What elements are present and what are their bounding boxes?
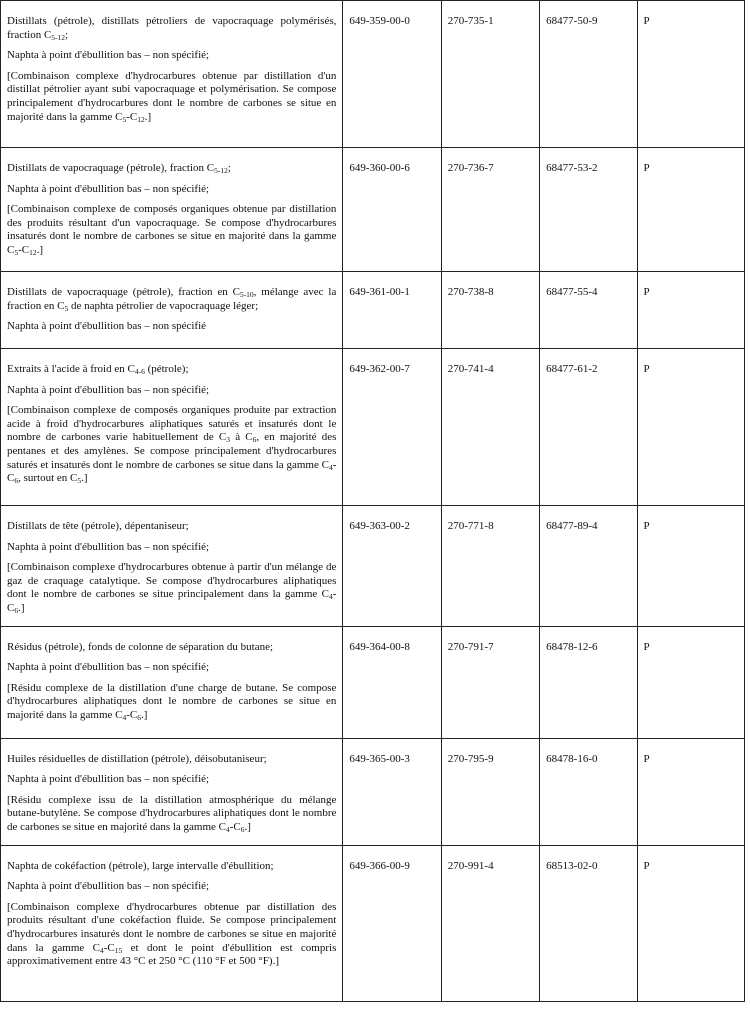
ec-number: 270-791-7 xyxy=(441,626,539,738)
substance-name: Distillats de tête (pétrole), dépentaniseur; xyxy=(7,520,189,532)
table-row xyxy=(1,506,745,627)
ec-number: 270-738-8 xyxy=(441,272,539,349)
substance-name: Extraits à l'acide à froid en $C_{4-6}$ (pétrole); xyxy=(7,363,189,376)
substance-alias: Naphta à point d'ébullition bas – non spécifié; xyxy=(7,880,210,893)
cas-number: 68477-61-2 xyxy=(540,349,637,506)
substance-description-cell xyxy=(1,148,343,272)
note-code: P xyxy=(637,148,744,272)
substance-description-cell xyxy=(1,626,343,738)
substance-alias: Naphta à point d'ébullition bas – non spécifié; xyxy=(7,540,210,553)
ec-number: 270-771-8 xyxy=(441,506,539,627)
table-row xyxy=(1,349,745,506)
table-row xyxy=(1,272,745,349)
index-number: 649-366-00-9 xyxy=(343,845,441,1001)
substance-definition: [Combinaison complexe de composés organiques obtenue par distillation des produits résultant d'un vapocraquage. Se compose d'hydrocarbures insaturés dont le nombre de carbones se situe en majorité dans la gamme $C_5-C_{12}$.] xyxy=(7,203,337,257)
index-number: 649-365-00-3 xyxy=(343,738,441,845)
table-row xyxy=(1,845,745,1001)
note-code: P xyxy=(637,1,744,148)
substance-alias: Naphta à point d'ébullition bas – non spécifié; xyxy=(7,661,210,674)
substance-definition: [Résidu complexe issu de la distillation atmosphérique du mélange butane-butylène. Se compose d'hydrocarbures aliphatiques dont le nombre de carbones se situe en majorité dans la gamme $C_4-C_6$.] xyxy=(7,793,337,834)
substance-definition: [Combinaison complexe d'hydrocarbures obtenue par distillation des produits résultant d'une cokéfaction fluide. Se compose principalement d'hydrocarbures insaturés dont le nombre de carbones se situe en majorité dans la gamme $C_4-C_{15}$ et dont le point d'ébullition est compris approximativement entre 43 °C et 250 °C (110 °F et 500 °F).] xyxy=(7,900,337,968)
cas-number: 68477-53-2 xyxy=(540,148,637,272)
ec-number: 270-741-4 xyxy=(441,349,539,506)
substance-definition: [Combinaison complexe d'hydrocarbures obtenue à partir d'un mélange de gaz de craquage catalytique. Se compose d'hydrocarbures aliphatiques dont le nombre de carbones se situe principalement dans la gamme $C_4-C_6$.] xyxy=(7,561,337,615)
note-code: P xyxy=(637,272,744,349)
cas-number: 68478-12-6 xyxy=(540,626,637,738)
substance-description-cell xyxy=(1,349,343,506)
substance-alias: Naphta à point d'ébullition bas – non spécifié; xyxy=(7,383,210,396)
cas-number: 68477-89-4 xyxy=(540,506,637,627)
index-number: 649-363-00-2 xyxy=(343,506,441,627)
index-number: 649-361-00-1 xyxy=(343,272,441,349)
index-number: 649-362-00-7 xyxy=(343,349,441,506)
table-row xyxy=(1,626,745,738)
substance-name: Distillats (pétrole), distillats pétroliers de vapocraquage polymérisés, fraction $C_{5-12}$; xyxy=(7,15,337,42)
substance-name: Distillats de vapocraquage (pétrole), fraction $C_{5-12}$; xyxy=(7,162,231,175)
substance-description-cell xyxy=(1,1,343,148)
substance-name: Huiles résiduelles de distillation (pétrole), déisobutaniseur; xyxy=(7,752,267,765)
note-code: P xyxy=(637,738,744,845)
substance-name: Résidus (pétrole), fonds de colonne de séparation du butane; xyxy=(7,640,274,653)
substance-description-cell xyxy=(1,845,343,1001)
index-number: 649-360-00-6 xyxy=(343,148,441,272)
index-number: 649-364-00-8 xyxy=(343,626,441,738)
ec-number: 270-795-9 xyxy=(441,738,539,845)
table-row xyxy=(1,1,745,148)
cas-number: 68477-55-4 xyxy=(540,272,637,349)
substance-description-cell xyxy=(1,506,343,627)
substance-alias: Naphta à point d'ébullition bas – non spécifié; xyxy=(7,773,210,786)
ec-number: 270-735-1 xyxy=(441,1,539,148)
substance-name: Naphta de cokéfaction (pétrole), large intervalle d'ébullition; xyxy=(7,859,274,872)
table-row xyxy=(1,148,745,272)
note-code: P xyxy=(637,506,744,627)
substance-alias: Naphta à point d'ébullition bas – non spécifié xyxy=(7,320,207,333)
table-row xyxy=(1,738,745,845)
ec-number: 270-991-4 xyxy=(441,845,539,1001)
substance-name: Distillats de vapocraquage (pétrole), fraction en $C_{5-10}$, mélange avec la fraction en $C_5$ de naphta pétrolier de vapocraquage léger; xyxy=(7,286,337,313)
substance-description-cell xyxy=(1,272,343,349)
substance-alias: Naphta à point d'ébullition bas – non spécifié; xyxy=(7,182,210,195)
substance-description-cell xyxy=(1,738,343,845)
note-code: P xyxy=(637,349,744,506)
note-code: P xyxy=(637,626,744,738)
substance-definition: [Résidu complexe de la distillation d'une charge de butane. Se compose d'hydrocarbures aliphatiques dont le nombre de carbones se situe en majorité dans la gamme $C_4-C_6$.] xyxy=(7,681,337,722)
cas-number: 68477-50-9 xyxy=(540,1,637,148)
substance-definition: [Combinaison complexe de composés organiques produite par extraction acide à froid d'hydrocarbures aliphatiques saturés et insaturés dont le nombre de carbones varie habituellement de $C_3$ à $C_6$, en majorité des pentanes et des amylènes. Se compose principalement d'hydrocarbures saturés et insaturés dont le nombre de carbones se situe dans la gamme $C_4-C_6$, surtout en $C_5$.] xyxy=(7,404,337,486)
ec-number: 270-736-7 xyxy=(441,148,539,272)
note-code: P xyxy=(637,845,744,1001)
substance-definition: [Combinaison complexe d'hydrocarbures obtenue par distillation d'un distillat pétrolier ayant subi vapocraquage et polymérisation. Se compose principalement d'hydrocarbures dont le nombre de carbones se situe en majorité dans la gamme $C_5-C_{12}$.] xyxy=(7,69,337,124)
cas-number: 68513-02-0 xyxy=(540,845,637,1001)
substance-alias: Naphta à point d'ébullition bas – non spécifié; xyxy=(7,49,210,62)
cas-number: 68478-16-0 xyxy=(540,738,637,845)
index-number: 649-359-00-0 xyxy=(343,1,441,148)
